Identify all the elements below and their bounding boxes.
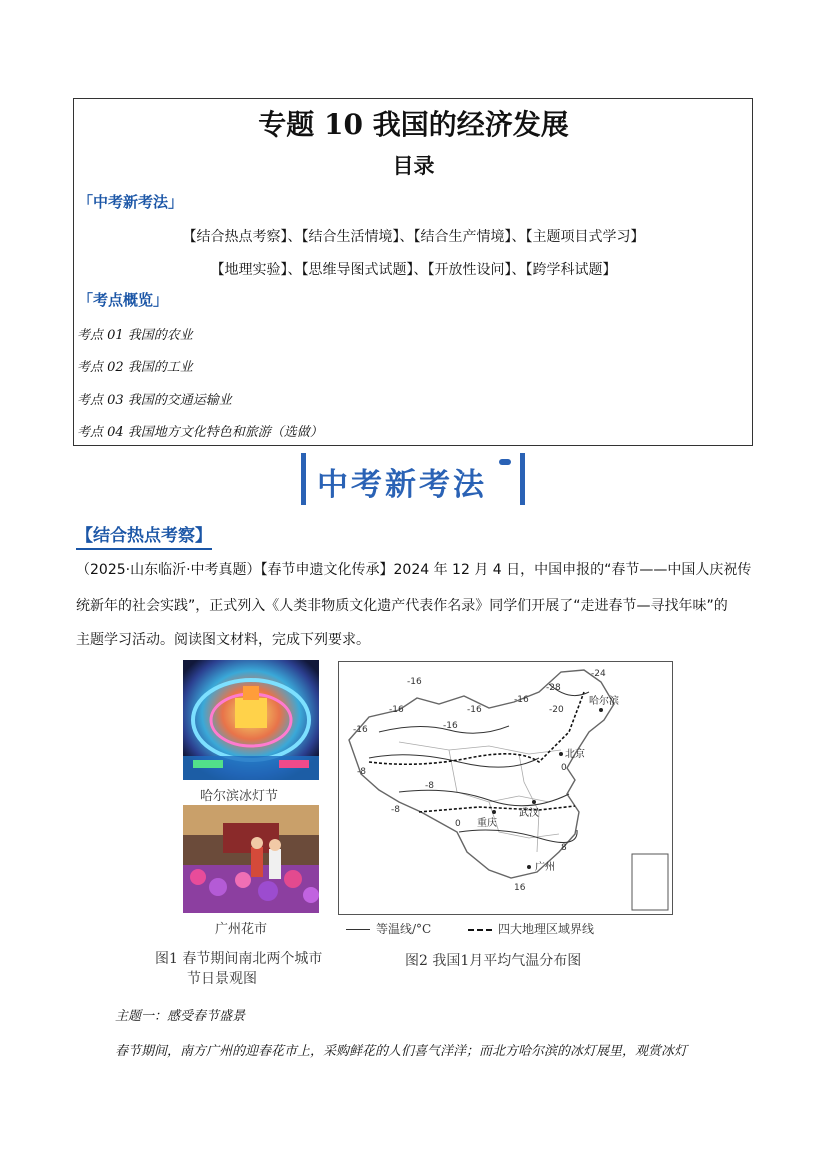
isotherm-line-icon	[346, 929, 370, 930]
legend-isotherm-label: 等温线/°C	[376, 922, 432, 936]
svg-text:-16: -16	[407, 677, 422, 687]
svg-text:武汉: 武汉	[519, 808, 539, 819]
question-line-2: 统新年的社会实践”，正式列入《人类非物质文化遗产代表作名录》同学们开展了“走进春节—寻找年味”的	[76, 598, 728, 614]
theme-body: 春节期间，南方广州的迎春花市上，采购鲜花的人们喜气洋洋；而北方哈尔滨的冰灯展里，观赏冰灯	[115, 1044, 688, 1059]
banner-text: 中考新考法	[317, 467, 487, 503]
svg-text:-16: -16	[467, 705, 482, 715]
figure1-caption-line2: 节日景观图	[187, 971, 257, 987]
overview-heading: 「考点概览」	[78, 291, 169, 309]
svg-text:-28: -28	[546, 683, 561, 693]
svg-text:北京: 北京	[565, 749, 585, 760]
theme-title: 主题一：感受春节盛景	[115, 1009, 246, 1024]
question-line-3: 主题学习活动。阅读图文材料，完成下列要求。	[76, 632, 370, 648]
svg-text:-8: -8	[357, 767, 366, 777]
svg-text:-16: -16	[514, 695, 529, 705]
photo2-caption: 广州花市	[215, 922, 268, 937]
topic-title: 专题 10 我国的经济发展	[258, 108, 569, 141]
guangzhou-flower-market-photo	[183, 805, 319, 913]
temperature-map	[338, 661, 673, 915]
figure2-caption: 图2 我国1月平均气温分布图	[405, 953, 582, 969]
legend-boundary-label: 四大地理区域界线	[498, 922, 595, 936]
svg-text:-8: -8	[391, 805, 400, 815]
svg-text:-20: -20	[549, 705, 564, 715]
legend-isotherm	[346, 920, 431, 937]
svg-text:广州: 广州	[535, 862, 555, 873]
toc-item-culture-tourism[interactable]: 考点 04 我国地方文化特色和旅游（选做）	[77, 425, 323, 440]
svg-text:-16: -16	[389, 705, 404, 715]
toc-item-transport[interactable]: 考点 03 我国的交通运输业	[77, 393, 232, 408]
figure1-caption-line1: 图1 春节期间南北两个城市	[155, 951, 323, 967]
toc-subtitle: 目录	[392, 153, 435, 178]
boundary-dash-icon	[468, 929, 492, 931]
svg-text:-16: -16	[443, 721, 458, 731]
legend-boundary	[468, 920, 594, 937]
tags-line-1: 【结合热点考察】、【结合生活情境】、【结合生产情境】、【主题项目式学习】	[182, 229, 645, 245]
hot-topic-heading: 【结合热点考察】	[76, 521, 212, 550]
toc-item-agriculture[interactable]: 考点 01 我国的农业	[77, 328, 193, 343]
svg-text:0: 0	[561, 763, 567, 773]
svg-text:-16: -16	[353, 725, 368, 735]
svg-text:-24: -24	[591, 669, 606, 679]
svg-text:-8: -8	[425, 781, 434, 791]
svg-text:16: 16	[514, 883, 526, 893]
tags-line-2: 【地理实验】、【思维导图式试题】、【开放性设问】、【跨学科试题】	[210, 262, 617, 278]
new-methods-banner	[301, 453, 525, 505]
banner-right-bar	[520, 453, 525, 505]
svg-text:8: 8	[561, 843, 567, 853]
new-methods-heading: 「中考新考法」	[78, 193, 184, 211]
toc-item-industry[interactable]: 考点 02 我国的工业	[77, 360, 193, 375]
question-line-1: （2025·山东临沂·中考真题）【春节申遗文化传承】2024 年 12 月 4 日，中国申报的“春节——中国人庆祝传	[76, 562, 752, 578]
svg-text:重庆: 重庆	[477, 818, 497, 829]
svg-text:哈尔滨: 哈尔滨	[589, 696, 619, 707]
banner-ornament-icon	[499, 459, 511, 465]
harbin-ice-lantern-photo	[183, 660, 319, 780]
banner-left-bar	[301, 453, 306, 505]
photo1-caption: 哈尔滨冰灯节	[200, 789, 279, 804]
svg-text:0: 0	[455, 819, 461, 829]
china-outline	[349, 670, 614, 878]
